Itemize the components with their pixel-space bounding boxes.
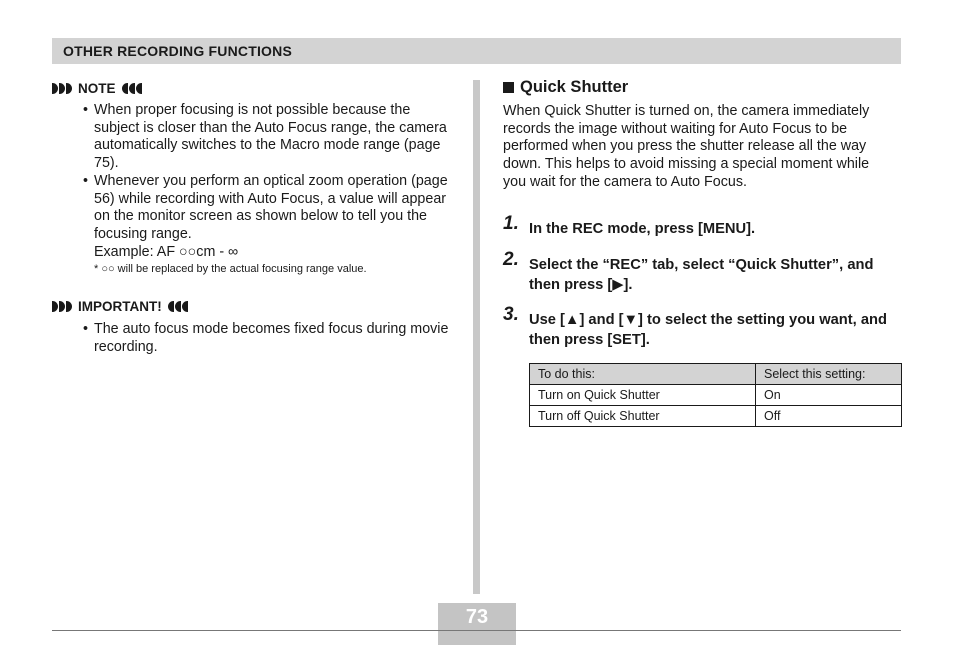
step-2	[503, 248, 903, 295]
step-text: Select the “REC” tab, select “Quick Shutter”, and then press [▶].	[529, 256, 874, 293]
important-heading	[52, 297, 452, 315]
table-header-row	[530, 363, 902, 384]
step-1	[503, 212, 903, 239]
section-title-text: Quick Shutter	[520, 77, 629, 96]
important-open-marks-icon	[52, 301, 72, 312]
settings-table	[529, 363, 902, 427]
step-text: Use [▲] and [▼] to select the setting you want, and then press [SET].	[529, 311, 887, 348]
important-bullet-list	[52, 321, 452, 356]
table-header: Select this setting:	[756, 363, 902, 384]
header-title: OTHER RECORDING FUNCTIONS	[63, 43, 292, 59]
table-cell: Turn off Quick Shutter	[530, 405, 756, 426]
table-cell: Off	[756, 405, 902, 426]
section-title	[503, 77, 903, 97]
page-number: 73	[465, 606, 489, 628]
note-label: NOTE	[78, 80, 116, 96]
note-bullet: • Whenever you perform an optical zoom operation (page 56) while recording with Auto Focus, a value will appear on the monitor screen as shown below to tell you the focusing range.	[83, 173, 452, 244]
left-column	[52, 77, 452, 357]
table-row	[530, 384, 902, 405]
table-cell: Turn on Quick Shutter	[530, 384, 756, 405]
table-header: To do this:	[530, 363, 756, 384]
note-open-marks-icon	[52, 83, 72, 94]
step-number: 3.	[503, 303, 519, 325]
note-close-marks-icon	[122, 83, 142, 94]
footer-rule	[52, 630, 901, 631]
important-bullet: • The auto focus mode becomes fixed focus during movie recording.	[83, 321, 452, 356]
section-intro: When Quick Shutter is turned on, the camera immediately records the image without waiting for Auto Focus to be performed when you press the shutter release all the way down. This helps to avoid missing a special moment while you wait for the camera to Auto Focus.	[503, 103, 870, 190]
step-text: In the REC mode, press [MENU].	[529, 220, 756, 237]
table-cell: On	[756, 384, 902, 405]
header-bar	[52, 38, 901, 64]
square-bullet-icon	[503, 82, 514, 93]
note-example: Example: AF ○○cm - ∞	[94, 243, 239, 260]
page-number-box	[438, 603, 516, 645]
important-close-marks-icon	[168, 301, 188, 312]
right-column	[503, 77, 903, 427]
step-number: 1.	[503, 212, 519, 234]
note-heading	[52, 79, 452, 97]
column-divider	[473, 80, 480, 594]
important-label: IMPORTANT!	[78, 298, 162, 314]
note-footnote: * ○○ will be replaced by the actual focusing range value.	[94, 263, 367, 276]
note-bullet: • When proper focusing is not possible because the subject is closer than the Auto Focus range, the camera automatically switches to the Macro mode range (page 75).	[83, 102, 452, 173]
step-3	[503, 303, 903, 350]
note-bullet-list	[52, 102, 452, 244]
step-number: 2.	[503, 248, 519, 270]
table-row	[530, 405, 902, 426]
